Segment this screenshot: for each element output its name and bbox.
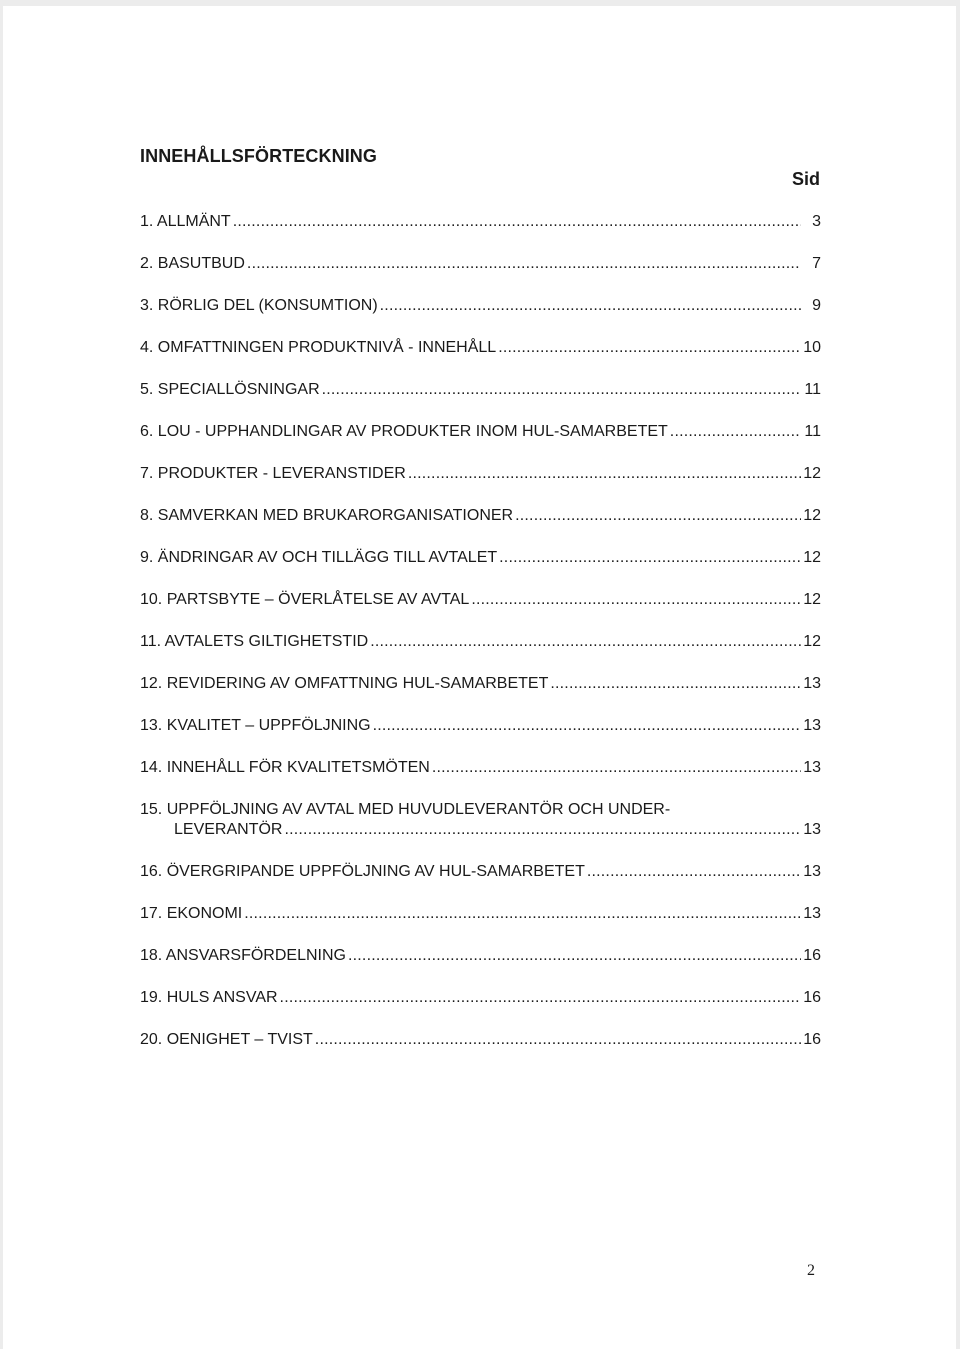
toc-entry-page: 16 [803, 1031, 821, 1048]
scan-edge-right [956, 0, 960, 1349]
toc-entry-label: 13. KVALITET – UPPFÖLJNING [140, 717, 371, 734]
toc-entry [140, 946, 821, 966]
toc-entry-label: 4. OMFATTNINGEN PRODUKTNIVÅ - INNEHÅLL [140, 339, 497, 356]
toc-entry-label: 10. PARTSBYTE – ÖVERLÅTELSE AV AVTAL [140, 591, 470, 608]
toc-entry [140, 590, 821, 610]
toc-entry-label: 17. EKONOMI [140, 905, 243, 922]
dot-leader [348, 946, 801, 966]
toc-entry-label: 2. BASUTBUD [140, 255, 245, 272]
toc-entry-page: 3 [812, 213, 821, 230]
toc-entry-page: 11 [804, 423, 821, 440]
toc-entry-page: 13 [803, 863, 821, 880]
toc-entry-page: 12 [803, 507, 821, 524]
dot-leader [322, 380, 801, 400]
toc-entry [140, 338, 821, 358]
toc-entry [140, 1030, 821, 1050]
toc-entry-page: 10 [803, 339, 821, 356]
toc-entry-page: 13 [803, 905, 821, 922]
toc-entry [140, 632, 821, 652]
dot-leader [408, 464, 801, 484]
toc-entry-label: 6. LOU - UPPHANDLINGAR AV PRODUKTER INOM HUL-SAMARBETET [140, 423, 668, 440]
toc-entry-page: 13 [803, 759, 821, 776]
dot-leader [247, 254, 801, 274]
page-number: 2 [807, 1262, 815, 1279]
dot-leader [373, 716, 801, 736]
toc-entry [140, 904, 821, 924]
toc-entry [140, 296, 821, 316]
toc-entry [140, 464, 821, 484]
toc-heading: INNEHÅLLSFÖRTECKNING [140, 146, 377, 166]
dot-leader [498, 338, 801, 358]
toc-entry-label: 18. ANSVARSFÖRDELNING [140, 947, 346, 964]
toc-entry-label: 16. ÖVERGRIPANDE UPPFÖLJNING AV HUL-SAMARBETET [140, 863, 585, 880]
scan-edge-top [0, 0, 960, 6]
dot-leader [284, 820, 801, 840]
toc-entry [140, 422, 821, 442]
toc-entry-label: 19. HULS ANSVAR [140, 989, 278, 1006]
toc-entry-label: 7. PRODUKTER - LEVERANSTIDER [140, 465, 406, 482]
dot-leader [587, 862, 801, 882]
toc-entry-label: 9. ÄNDRINGAR AV OCH TILLÄGG TILL AVTALET [140, 549, 498, 566]
toc-entry-page: 12 [803, 591, 821, 608]
toc-entry-label-continuation: LEVERANTÖR [174, 821, 283, 838]
toc-entry-label: 5. SPECIALLÖSNINGAR [140, 381, 320, 398]
toc-entry-page: 13 [803, 821, 821, 838]
dot-leader [670, 422, 801, 442]
toc-entry-label: 12. REVIDERING AV OMFATTNING HUL-SAMARBETET [140, 675, 549, 692]
toc-entry-label: 14. INNEHÅLL FÖR KVALITETSMÖTEN [140, 759, 430, 776]
toc-entry-label: 3. RÖRLIG DEL (KONSUMTION) [140, 297, 378, 314]
dot-leader [432, 758, 801, 778]
dot-leader [380, 296, 801, 316]
toc-list [140, 212, 821, 1072]
toc-entry-label: 11. AVTALETS GILTIGHETSTID [140, 633, 369, 650]
toc-entry-page: 9 [812, 297, 821, 314]
toc-entry-page: 7 [812, 255, 821, 272]
page-column-label: Sid [791, 169, 820, 189]
toc-entry [140, 800, 821, 840]
dot-leader [471, 590, 801, 610]
toc-entry [140, 862, 821, 882]
toc-entry-page: 16 [803, 989, 821, 1006]
toc-entry-page: 12 [803, 465, 821, 482]
dot-leader [515, 506, 801, 526]
dot-leader [315, 1030, 801, 1050]
toc-entry [140, 212, 821, 232]
toc-entry-page: 12 [803, 633, 821, 650]
toc-entry-label: 1. ALLMÄNT [140, 213, 231, 230]
toc-entry-label: 8. SAMVERKAN MED BRUKARORGANISATIONER [140, 507, 514, 524]
dot-leader [233, 212, 801, 232]
toc-entry-page: 12 [803, 549, 821, 566]
toc-entry [140, 254, 821, 274]
toc-entry [140, 380, 821, 400]
dot-leader [370, 632, 801, 652]
toc-entry-page: 16 [803, 947, 821, 964]
dot-leader [499, 548, 801, 568]
toc-entry-page: 11 [804, 381, 821, 398]
scan-edge-left [0, 0, 3, 1349]
toc-entry [140, 988, 821, 1008]
toc-entry-page: 13 [803, 717, 821, 734]
toc-entry-label: 15. UPPFÖLJNING AV AVTAL MED HUVUDLEVERANTÖR OCH UNDER- [140, 801, 671, 818]
toc-entry [140, 758, 821, 778]
toc-entry [140, 716, 821, 736]
toc-entry-page: 13 [803, 675, 821, 692]
toc-entry-label: 20. OENIGHET – TVIST [140, 1031, 313, 1048]
dot-leader [244, 904, 801, 924]
toc-entry [140, 506, 821, 526]
dot-leader [280, 988, 801, 1008]
dot-leader [550, 674, 801, 694]
toc-entry [140, 674, 821, 694]
toc-entry [140, 548, 821, 568]
